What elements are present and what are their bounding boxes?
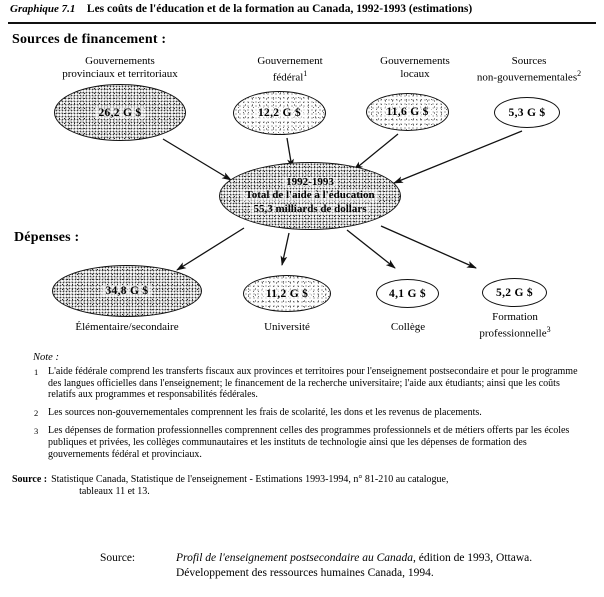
node-value: 5,3 G $ [508, 106, 546, 119]
caption-line2: fédéral$^1$ [272, 68, 308, 84]
node-total-aide[interactable] [219, 162, 401, 230]
caption-expense-2 [358, 321, 458, 334]
caption-line1: Formation [492, 311, 538, 323]
total-period: 1992-1993 [286, 175, 334, 188]
footnote-marker: 3 [546, 324, 551, 334]
caption-line1: Gouvernements [380, 55, 450, 67]
caption-source-1 [220, 55, 360, 84]
caption-expense-0 [42, 321, 212, 334]
caption-expense-1 [227, 321, 347, 334]
node-source-nongov[interactable] [494, 97, 560, 128]
caption-line2: professionnelle$^3$ [479, 324, 551, 340]
footnote-marker: 2 [577, 68, 582, 78]
node-value: 4,1 G $ [389, 287, 426, 300]
node-value: 11,6 G $ [386, 106, 429, 118]
caption-line1: Sources [511, 55, 547, 67]
note-text: L'aide fédérale comprend les transferts fiscaux aux provinces et territoires pour l'enseignement postsecondaire et pour le programme des langues officielles dans l'enseignement; le financement de la recherche universitaire; l'aide aux étudiants; ainsi que les coûts relatifs aux programmes et responsabilités fédérales. [48, 366, 578, 401]
caption-line1: Université [264, 321, 310, 333]
caption-expense-3 [452, 311, 578, 340]
title-divider [8, 22, 596, 24]
arrow-total-to-elementaire [177, 228, 244, 270]
bottom-source-rest: , édition de 1993, Ottawa. Développement des ressources humaines Canada, 1994. [176, 552, 533, 579]
node-value: 26,2 G $ [98, 106, 142, 119]
caption-source-3 [455, 55, 603, 84]
node-source-federal[interactable] [233, 91, 326, 135]
caption-line2: locaux [400, 67, 430, 80]
notes-heading: Note : [33, 352, 59, 363]
expenses-section-heading: Dépenses : [14, 230, 80, 245]
arrow-total-to-college [347, 230, 395, 268]
page-title [10, 3, 472, 15]
bottom-source-title: Profil de l'enseignement postsecondaire au Canada [176, 552, 414, 564]
caption-line2: non-gouvernementales$^2$ [476, 68, 582, 84]
note-item [34, 407, 590, 420]
note-number: 3 [34, 426, 39, 437]
note-number: 2 [34, 407, 39, 418]
node-value: 11,2 G $ [265, 287, 309, 300]
figure-number: Graphique 7.1 [10, 3, 76, 15]
footnote-marker: 1 [303, 68, 308, 78]
figure-title: Les coûts de l'éducation et de la formation au Canada, 1992-1993 (estimations) [86, 3, 473, 15]
title-band [0, 0, 604, 26]
arrow-local-to-total [354, 134, 398, 170]
note-item [34, 425, 590, 460]
node-value: 34,8 G $ [105, 285, 149, 297]
node-value: 12,2 G $ [258, 107, 301, 119]
caption-line1: Gouvernements [85, 55, 155, 67]
source-note-line1: Statistique Canada, Statistique de l'enseignement - Estimations 1993-1994, n° 81-210 au catalogue, [51, 474, 449, 485]
node-expense-formation[interactable] [482, 278, 547, 307]
node-expense-universite[interactable] [243, 275, 331, 312]
caption-line1: Gouvernement [257, 55, 323, 67]
arrow-provincial-to-total [163, 139, 231, 180]
source-note-body [51, 474, 592, 498]
node-source-local[interactable] [366, 93, 449, 131]
note-text: Les sources non-gouvernementales comprennent les frais de scolarité, les dons et les revenus de placements. [48, 406, 482, 418]
total-amount: 55,3 milliards de dollars [253, 202, 367, 215]
note-number: 1 [34, 367, 39, 377]
total-label: Total de l'aide à l'éducation [245, 189, 375, 202]
caption-line1: Élémentaire/secondaire [75, 321, 179, 333]
bottom-source [100, 551, 570, 581]
node-value: 5,2 G $ [496, 286, 533, 299]
note-item [34, 366, 590, 401]
arrow-nongov-to-total [394, 131, 522, 183]
arrow-total-to-universite [282, 233, 289, 265]
source-note-line2: tableaux 11 et 13. [79, 486, 150, 497]
caption-line2: provinciaux et territoriaux [62, 67, 178, 80]
node-source-provincial[interactable] [54, 84, 186, 141]
caption-source-0 [20, 55, 220, 80]
source-note [12, 474, 592, 498]
note-text: Les dépenses de formation professionnelles comprennent celles des programmes professionnels et de métiers offerts par les écoles publiques et privées, les collèges communautaires et les instituts de technologie ainsi que les dépenses de formation des gouvernements fédéral et provinciaux. [48, 425, 570, 460]
source-note-label: Source : [12, 474, 48, 485]
bottom-source-label: Source: [100, 552, 136, 564]
arrow-total-to-formation [381, 226, 476, 268]
caption-line1: Collège [390, 321, 426, 333]
node-expense-elementaire[interactable] [52, 265, 202, 317]
bottom-source-body [176, 551, 570, 581]
sources-section-heading: Sources de financement : [12, 32, 167, 47]
notes-block [34, 352, 590, 460]
node-expense-college[interactable] [376, 279, 439, 308]
